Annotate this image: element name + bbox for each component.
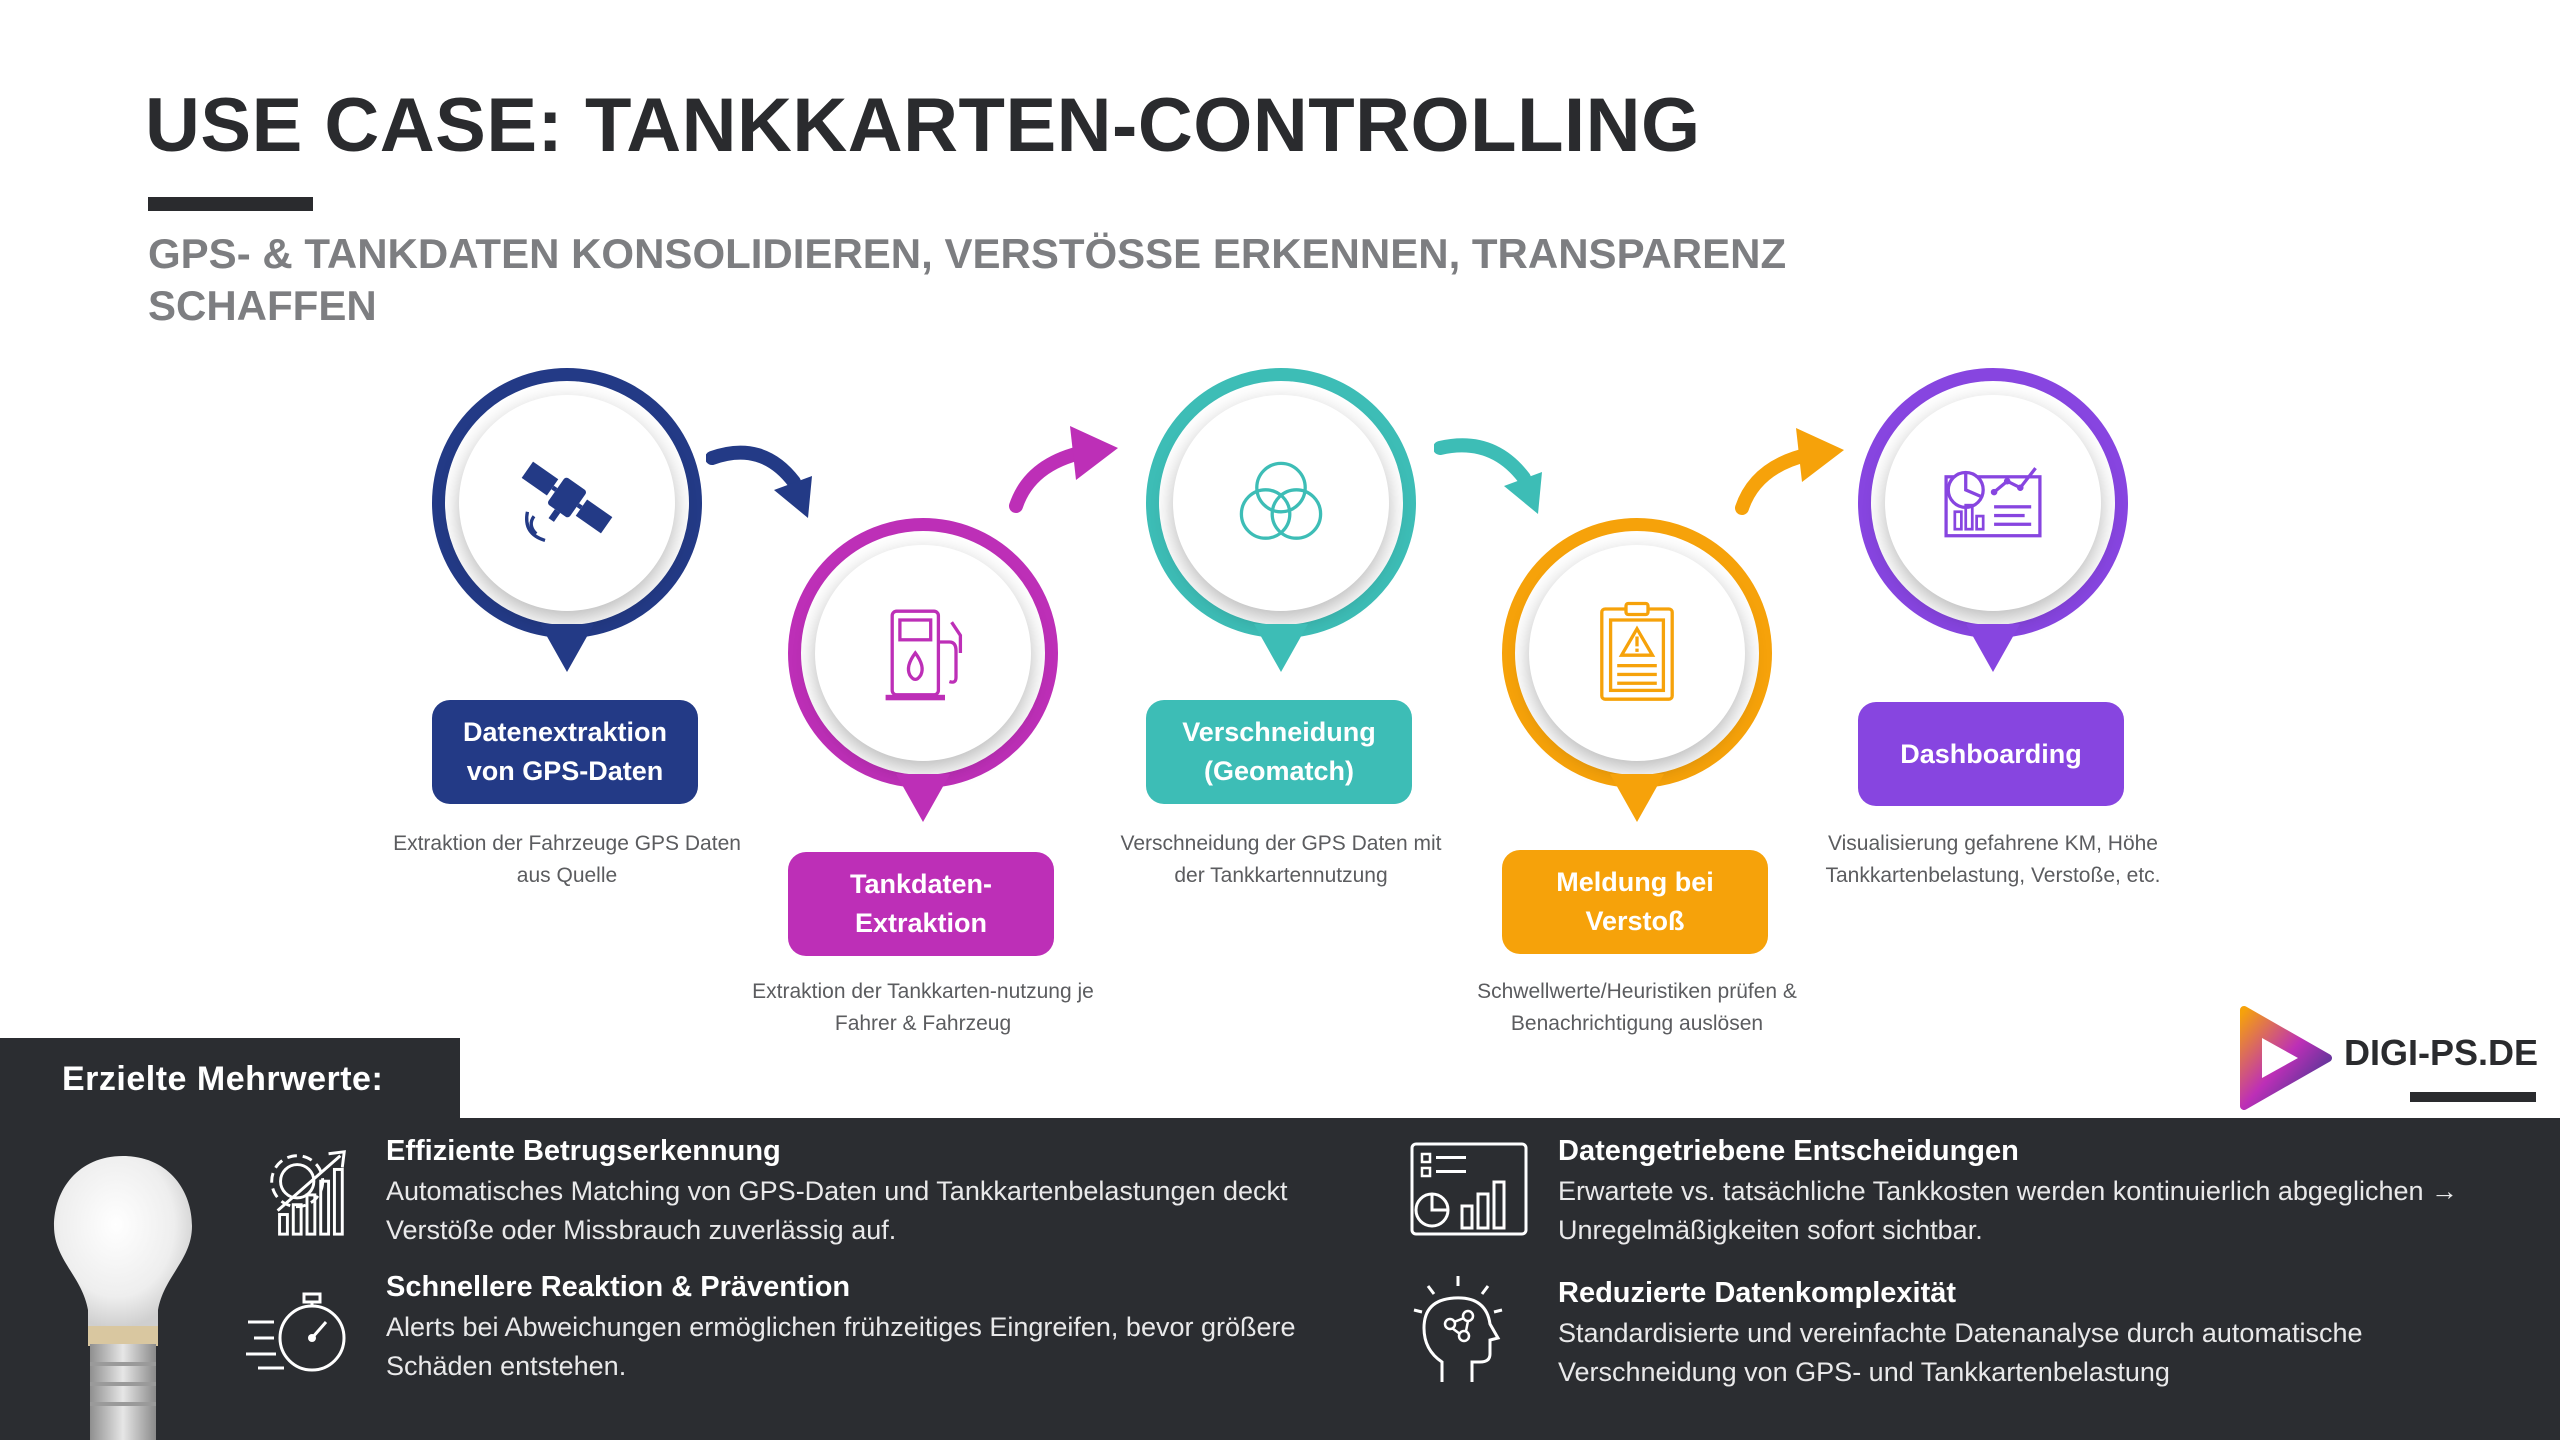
benefit-title: Reduzierte Datenkomplexität [1558,1277,1957,1309]
benefit-title: Schnellere Reaktion & Prävention [386,1271,851,1303]
pin-pointer [1610,774,1664,822]
fuel-pump-icon [815,545,1031,761]
benefit-title: Datengetriebene Entscheidungen [1558,1135,2019,1167]
pin-pointer [1254,624,1308,672]
title-underline [148,197,313,211]
logo-underline [2410,1092,2536,1102]
light-bulb-icon [48,1150,198,1440]
brand-logo [2232,1002,2552,1122]
gear-chart-icon [258,1142,356,1240]
step-label: Dashboarding [1858,702,2124,806]
benefit-text: Alerts bei Abweichungen ermöglichen frühzeitiges Eingreifen, bevor größere Schäden entstehen. [386,1312,1296,1381]
step-description: Extraktion der Fahrzeuge GPS Daten aus Quelle [393,832,741,887]
benefit-fast-reaction [386,1268,1336,1386]
step-label: Verschneidung (Geomatch) [1146,700,1412,804]
arrow-up-icon [1006,418,1128,518]
report-chart-icon [1402,1140,1532,1240]
step-label: Meldung bei Verstoß [1502,850,1768,954]
arrow-down-icon [1434,430,1556,520]
benefit-text: Standardisierte und vereinfachte Datenanalyse durch automatische Verschneidung von GPS- und Tankkartenbelastung [1558,1318,2363,1387]
page-title: USE CASE: TANKKARTEN-CONTROLLING [145,83,1701,168]
stopwatch-icon [244,1282,356,1382]
venn-diagram-icon [1173,395,1389,611]
step-description: Visualisierung gefahrene KM, Höhe Tankkartenbelastung, Verstoße, etc. [1825,832,2161,887]
dashboard-icon [1885,395,2101,611]
step-pin [788,518,1058,788]
benefit-text: Erwartete vs. tatsächliche Tankkosten werden kontinuierlich abgeglichen → Unregelmäßigkeiten sofort sichtbar. [1558,1176,2458,1245]
pin-pointer [540,624,594,672]
benefit-data-driven [1558,1132,2548,1250]
benefit-reduced-complexity [1558,1274,2548,1392]
step-description: Verschneidung der GPS Daten mit der Tankkartennutzung [1120,832,1442,887]
arrow-down-icon [706,436,828,526]
logo-text: DIGI-PS.DE [2344,1032,2539,1073]
benefit-title: Effiziente Betrugserkennung [386,1135,781,1167]
arrow-up-icon [1732,420,1854,520]
pin-pointer [896,774,950,822]
step-pin [1858,368,2128,638]
satellite-icon [459,395,675,611]
page-subtitle: GPS- & TANKDATEN KONSOLIDIEREN, VERSTÖSSE ERKENNEN, TRANSPARENZ SCHAFFEN [148,230,1787,329]
benefits-header: Erzielte Mehrwerte: [0,1038,460,1120]
step-description: Extraktion der Tankkarten-nutzung je Fahrer & Fahrzeug [752,980,1094,1035]
warning-clipboard-icon [1529,545,1745,761]
benefit-text: Automatisches Matching von GPS-Daten und Tankkartenbelastungen deckt Verstöße oder Missbrauch zuverlässig auf. [386,1176,1288,1245]
pin-pointer [1966,624,2020,672]
step-description: Schwellwerte/Heuristiken prüfen & Benachrichtigung auslösen [1477,980,1797,1035]
step-pin [1146,368,1416,638]
brain-head-icon [1406,1272,1522,1390]
play-logo-icon [2232,1002,2336,1114]
benefit-fraud-detection [386,1132,1336,1250]
step-pin [1502,518,1772,788]
step-label: Tankdaten-Extraktion [788,852,1054,956]
step-pin [432,368,702,638]
step-label: Datenextraktion von GPS-Daten [432,700,698,804]
